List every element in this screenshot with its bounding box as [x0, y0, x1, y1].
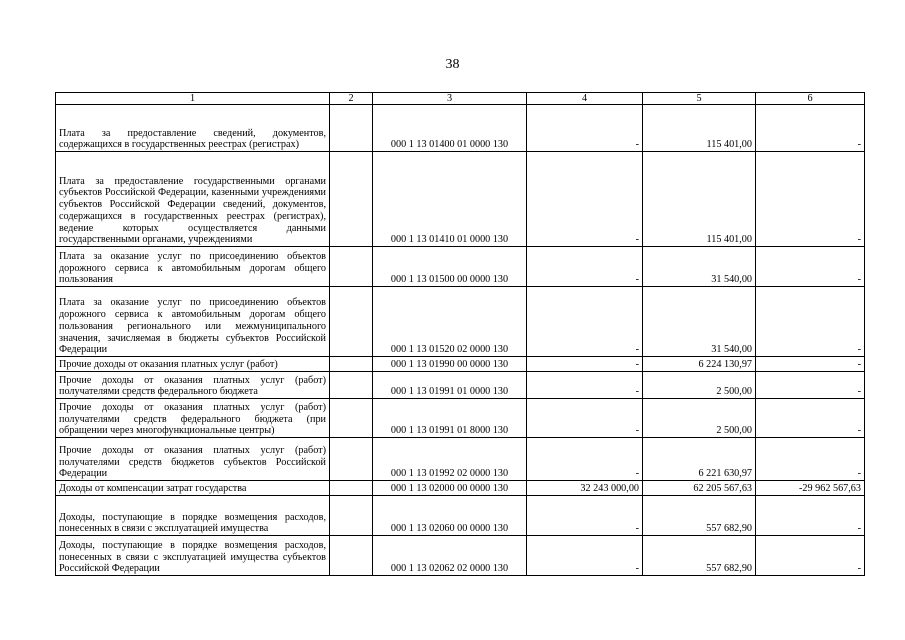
row-col5: 115 401,00	[643, 152, 756, 247]
row-col2	[330, 399, 373, 438]
row-col2	[330, 152, 373, 247]
row-col6: -	[756, 372, 865, 399]
table-row	[56, 247, 865, 287]
row-name: Прочие доходы от оказания платных услуг (работ) получателями средств бюджетов субъектов Российской Федерации	[56, 438, 330, 481]
row-col2	[330, 247, 373, 287]
row-col4: -	[527, 536, 643, 576]
column-header: 5	[643, 93, 756, 105]
row-col5: 62 205 567,63	[643, 481, 756, 496]
row-col6: -	[756, 357, 865, 372]
row-col6: -	[756, 399, 865, 438]
row-col2	[330, 496, 373, 536]
row-col4: -	[527, 152, 643, 247]
row-col6: -	[756, 536, 865, 576]
row-col4: -	[527, 496, 643, 536]
row-col6: -	[756, 287, 865, 357]
row-col4: -	[527, 105, 643, 152]
header-row	[56, 93, 865, 105]
column-header: 4	[527, 93, 643, 105]
row-col2	[330, 438, 373, 481]
row-col6: -	[756, 152, 865, 247]
column-header: 3	[373, 93, 527, 105]
row-code: 000 1 13 01991 01 8000 130	[373, 399, 527, 438]
row-name: Прочие доходы от оказания платных услуг (работ) получателями средств федерального бюджета	[56, 372, 330, 399]
row-name: Плата за предоставление сведений, документов, содержащихся в государственных реестрах (регистрах)	[56, 105, 330, 152]
row-code: 000 1 13 01990 00 0000 130	[373, 357, 527, 372]
table-row	[56, 399, 865, 438]
row-col6: -	[756, 247, 865, 287]
table-row	[56, 481, 865, 496]
table-row	[56, 372, 865, 399]
row-col4: 32 243 000,00	[527, 481, 643, 496]
table-row	[56, 438, 865, 481]
row-col6: -	[756, 105, 865, 152]
row-name: Доходы от компенсации затрат государства	[56, 481, 330, 496]
row-col5: 115 401,00	[643, 105, 756, 152]
row-col6: -	[756, 438, 865, 481]
row-code: 000 1 13 01400 01 0000 130	[373, 105, 527, 152]
row-col2	[330, 105, 373, 152]
table-row	[56, 287, 865, 357]
row-col5: 31 540,00	[643, 247, 756, 287]
row-col4: -	[527, 247, 643, 287]
row-col4: -	[527, 399, 643, 438]
row-col2	[330, 372, 373, 399]
table-row	[56, 105, 865, 152]
row-name: Прочие доходы от оказания платных услуг (работ)	[56, 357, 330, 372]
row-col2	[330, 357, 373, 372]
row-col2	[330, 481, 373, 496]
row-code: 000 1 13 01992 02 0000 130	[373, 438, 527, 481]
row-col4: -	[527, 372, 643, 399]
table-row	[56, 357, 865, 372]
row-code: 000 1 13 02000 00 0000 130	[373, 481, 527, 496]
row-code: 000 1 13 01520 02 0000 130	[373, 287, 527, 357]
row-col6: -	[756, 496, 865, 536]
budget-table	[55, 92, 865, 576]
row-col5: 2 500,00	[643, 399, 756, 438]
row-col2	[330, 287, 373, 357]
row-col5: 6 221 630,97	[643, 438, 756, 481]
row-col4: -	[527, 438, 643, 481]
row-name: Плата за предоставление государственными органами субъектов Российской Федерации, казенными учреждениями субъектов Российской Федерации сведений, документов, содержащихся в государственных реестрах (регистрах), ведение которых осуществляется данными государственными органами, учреждениями	[56, 152, 330, 247]
row-col4: -	[527, 287, 643, 357]
column-header: 2	[330, 93, 373, 105]
row-code: 000 1 13 02060 00 0000 130	[373, 496, 527, 536]
row-name: Плата за оказание услуг по присоединению объектов дорожного сервиса к автомобильным дорогам общего пользования	[56, 247, 330, 287]
row-name: Прочие доходы от оказания платных услуг (работ) получателями средств федерального бюджета (при обращении через многофункциональные центры)	[56, 399, 330, 438]
column-header: 6	[756, 93, 865, 105]
table-row	[56, 152, 865, 247]
row-name: Плата за оказание услуг по присоединению объектов дорожного сервиса к автомобильным дорогам общего пользования регионального или межмуниципального значения, зачисляемая в бюджеты субъектов Российской Федерации	[56, 287, 330, 357]
row-col5: 557 682,90	[643, 496, 756, 536]
row-code: 000 1 13 01410 01 0000 130	[373, 152, 527, 247]
row-name: Доходы, поступающие в порядке возмещения расходов, понесенных в связи с эксплуатацией имущества	[56, 496, 330, 536]
row-col5: 6 224 130,97	[643, 357, 756, 372]
row-name: Доходы, поступающие в порядке возмещения расходов, понесенных в связи с эксплуатацией имущества субъектов Российской Федерации	[56, 536, 330, 576]
row-code: 000 1 13 01500 00 0000 130	[373, 247, 527, 287]
row-col5: 557 682,90	[643, 536, 756, 576]
row-code: 000 1 13 01991 01 0000 130	[373, 372, 527, 399]
row-col2	[330, 536, 373, 576]
row-col5: 2 500,00	[643, 372, 756, 399]
column-header: 1	[56, 93, 330, 105]
row-col6: -29 962 567,63	[756, 481, 865, 496]
row-col5: 31 540,00	[643, 287, 756, 357]
row-code: 000 1 13 02062 02 0000 130	[373, 536, 527, 576]
row-col4: -	[527, 357, 643, 372]
table-row	[56, 536, 865, 576]
table-row	[56, 496, 865, 536]
page-number: 38	[445, 57, 460, 72]
